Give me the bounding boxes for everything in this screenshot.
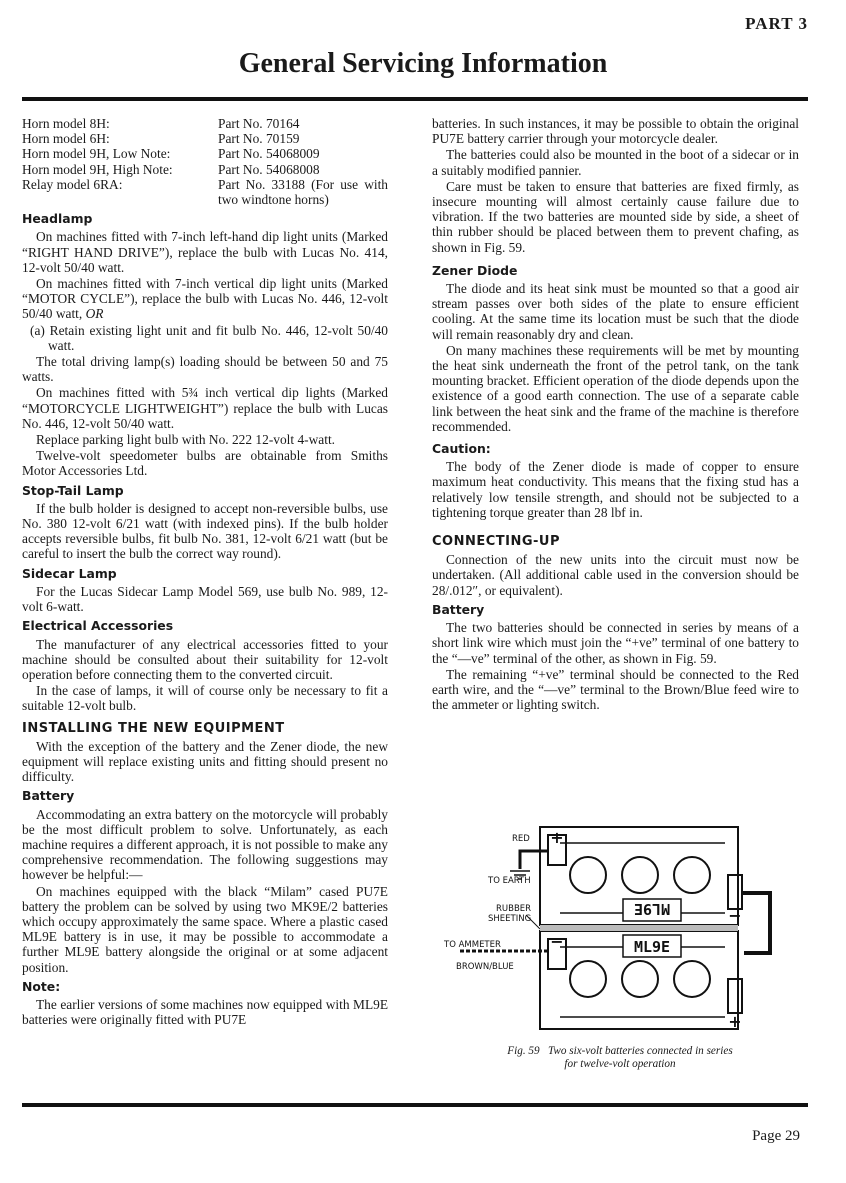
spec-value: Part No. 33188 (For use with two windtone horns) — [218, 176, 388, 208]
spec-value: Part No. 70159 — [218, 131, 300, 147]
spec-label: Horn model 8H: — [22, 116, 110, 131]
section-heading: Note: — [22, 978, 61, 994]
section-heading: Zener Diode — [432, 262, 518, 278]
cell-cap-icon — [622, 961, 658, 997]
paragraph: For the Lucas Sidecar Lamp Model 569, use bulb No. 989, 12-volt 6-watt. — [22, 583, 388, 615]
label-red: RED — [512, 834, 530, 844]
paragraph: The batteries could also be mounted in the boot of a sidecar or in a suitably modified pannier. — [432, 147, 799, 178]
paragraph — [22, 276, 388, 322]
negative-terminal — [728, 875, 742, 909]
section-heading: Electrical Accessories — [22, 618, 174, 634]
label-to-earth: TO EARTH — [488, 876, 531, 886]
paragraph: With the exception of the battery and the Zener diode, the new equipment will replace existing units and fitting should present no difficulty. — [22, 738, 388, 785]
caption-fig-number: Fig. 59 — [507, 1045, 540, 1057]
section-heading: Stop-Tail Lamp — [22, 482, 124, 498]
spec-list — [22, 116, 388, 207]
section-heading: Battery — [432, 601, 485, 617]
label-to-ammeter: TO AMMETER — [444, 940, 501, 950]
cell-cap-icon — [570, 857, 606, 893]
page-title: General Servicing Information — [238, 48, 608, 79]
paragraph: Care must be taken to ensure that batteries are fixed firmly, as insecure mounting will almost certainly cause failure due to vibration. If the two batteries are mounted side by side, a sheet of thin rubber should be placed between them to prevent chafing, as shown in Fig. 59. — [432, 178, 799, 255]
plus-sign: + — [728, 1012, 742, 1031]
battery-bottom-label: ML9E — [633, 938, 671, 956]
battery-top-label: ML9E — [633, 900, 671, 918]
label-brown-blue: BROWN/BLUE — [456, 962, 514, 972]
paragraph: On machines fitted with 7-inch left-hand dip light units (Marked “RIGHT HAND DRIVE”), replace the bulb with Lucas No. 414, 12-volt 50/40 watt. — [22, 229, 388, 275]
top-rule — [22, 97, 808, 101]
section-heading: Headlamp — [22, 211, 93, 227]
spec-label: Horn model 9H, Low Note: — [22, 146, 171, 162]
paragraph: Accommodating an extra battery on the motorcycle will probably be the most difficult problem to solve. Unfortunately, as each machine requires a different approach, it is not possible to make any comprehensive recommendation. The following suggestions may however be helpful:— — [22, 806, 388, 883]
spec-label: Relay model 6RA: — [22, 176, 123, 192]
figure-caption — [470, 1045, 770, 1071]
section-heading: Sidecar Lamp — [22, 565, 117, 581]
section-heading: Caution: — [432, 441, 491, 457]
paragraph: batteries. In such instances, it may be possible to obtain the original PU7E battery carrier through your motorcycle dealer. — [432, 116, 799, 147]
minus-sign: − — [550, 932, 564, 951]
major-heading: INSTALLING THE NEW EQUIPMENT — [22, 720, 285, 736]
caption-line-2: for twelve-volt operation — [564, 1058, 676, 1070]
rubber-sheeting — [540, 925, 738, 931]
page-number: Page 29 — [752, 1128, 800, 1144]
caption-line-1: Two six-volt batteries connected in series — [548, 1045, 733, 1057]
paragraph: The manufacturer of any electrical accessories fitted to your machine should be consulted about their suitability for 12-volt operation before connecting them to the converted circuit. — [22, 636, 388, 682]
plus-sign: + — [550, 828, 564, 847]
paragraph: Connection of the new units into the circuit must now be undertaken. (All additional cable used in the conversion should be 28/.012″, or equivalent). — [432, 552, 799, 598]
spec-label: Horn model 9H, High Note: — [22, 161, 173, 177]
cell-cap-icon — [570, 961, 606, 997]
spec-label: Horn model 6H: — [22, 131, 110, 147]
section-heading: Battery — [22, 788, 75, 804]
spec-value: Part No. 54068008 — [218, 161, 320, 177]
major-heading: CONNECTING-UP — [432, 534, 561, 550]
paragraph: On machines fitted with 5¾ inch vertical dip lights (Marked “MOTORCYCLE LIGHTWEIGHT”) replace the bulb with Lucas No. 446, 12-volt 50/40 watt. — [22, 385, 388, 431]
part-label: PART 3 — [745, 14, 808, 33]
paragraph: In the case of lamps, it will of course only be necessary to fit a suitable 12-volt bulb. — [22, 683, 388, 714]
paragraph: The diode and its heat sink must be mounted so that a good air stream passes over both sides of the plate to ensure efficient cooling. At the same time its location must be such that the diode will remain reasonably dry and clean. — [432, 281, 799, 342]
spec-value: Part No. 70164 — [218, 116, 300, 131]
battery-wiring-diagram — [440, 823, 800, 1033]
link-wire — [742, 893, 770, 953]
left-column — [22, 116, 388, 1028]
paragraph: The total driving lamp(s) loading should be between 50 and 75 watts. — [22, 354, 388, 385]
paragraph: The earlier versions of some machines now equipped with ML9E batteries were originally fitted with PU7E — [22, 996, 388, 1028]
cell-cap-icon — [622, 857, 658, 893]
label-rubber: RUBBER — [496, 904, 532, 914]
paragraph: The remaining “+ve” terminal should be connected to the Red earth wire, and the “—ve” terminal to the Brown/Blue feed wire to the ammeter or lighting switch. — [432, 666, 799, 713]
cell-cap-icon — [674, 857, 710, 893]
bottom-rule — [22, 1103, 808, 1107]
cell-cap-icon — [674, 961, 710, 997]
or-emphasis: OR — [85, 306, 104, 322]
paragraph: On machines equipped with the black “Milam” cased PU7E battery the problem can be solved by using two MK9E/2 batteries which occupy approximately the same space. Where a plastic cased ML9E battery is in use, it may be possible to accommodate a further ML9E battery alongside the original or at some adjacent position. — [22, 883, 388, 975]
spec-value: Part No. 54068009 — [218, 146, 320, 162]
paragraph: The body of the Zener diode is made of copper to ensure maximum heat conductivity. This means that the fixing stud has a relatively low tensile strength, and should not be subjected to a tightening torque greater than 28 lbf in. — [432, 459, 799, 520]
list-item: (a) Retain existing light unit and fit bulb No. 446, 12-volt 50/40 watt. — [30, 322, 388, 353]
minus-sign: − — [728, 906, 742, 925]
paragraph: On many machines these requirements will be met by mounting the heat sink underneath the front of the petrol tank, on the tank mounting bracket. Efficient operation of the diode depends upon the existence of a good earth connection. The use of a separate cable link between the heat sink and the frame of the machine is therefore recommended. — [432, 342, 799, 434]
paragraph: The two batteries should be connected in series by means of a short link wire which must join the “+ve” terminal of one battery to the “—ve” terminal of the other, as shown in Fig. 59. — [432, 620, 799, 666]
label-sheeting: SHEETING — [488, 914, 532, 924]
paragraph: Replace parking light bulb with No. 222 12-volt 4-watt. — [36, 432, 336, 448]
positive-terminal — [728, 979, 742, 1013]
paragraph-text: On machines fitted with 7-inch vertical dip light units (Marked “MOTOR CYCLE”), replace the bulb with Lucas No. 446, 12-volt 50/40 watt, — [22, 276, 388, 322]
red-earth-wire — [520, 851, 548, 869]
right-column — [432, 116, 799, 713]
paragraph: If the bulb holder is designed to accept non-reversible bulbs, use No. 380 12-volt 6/21 watt (with indexed pins). If the bulb holder accepts reversible bulbs, fit bulb No. 381, 12-volt 6/21 watt (but be careful to insert the bulb the correct way round). — [22, 500, 388, 562]
paragraph: Twelve-volt speedometer bulbs are obtainable from Smiths Motor Accessories Ltd. — [22, 448, 388, 479]
